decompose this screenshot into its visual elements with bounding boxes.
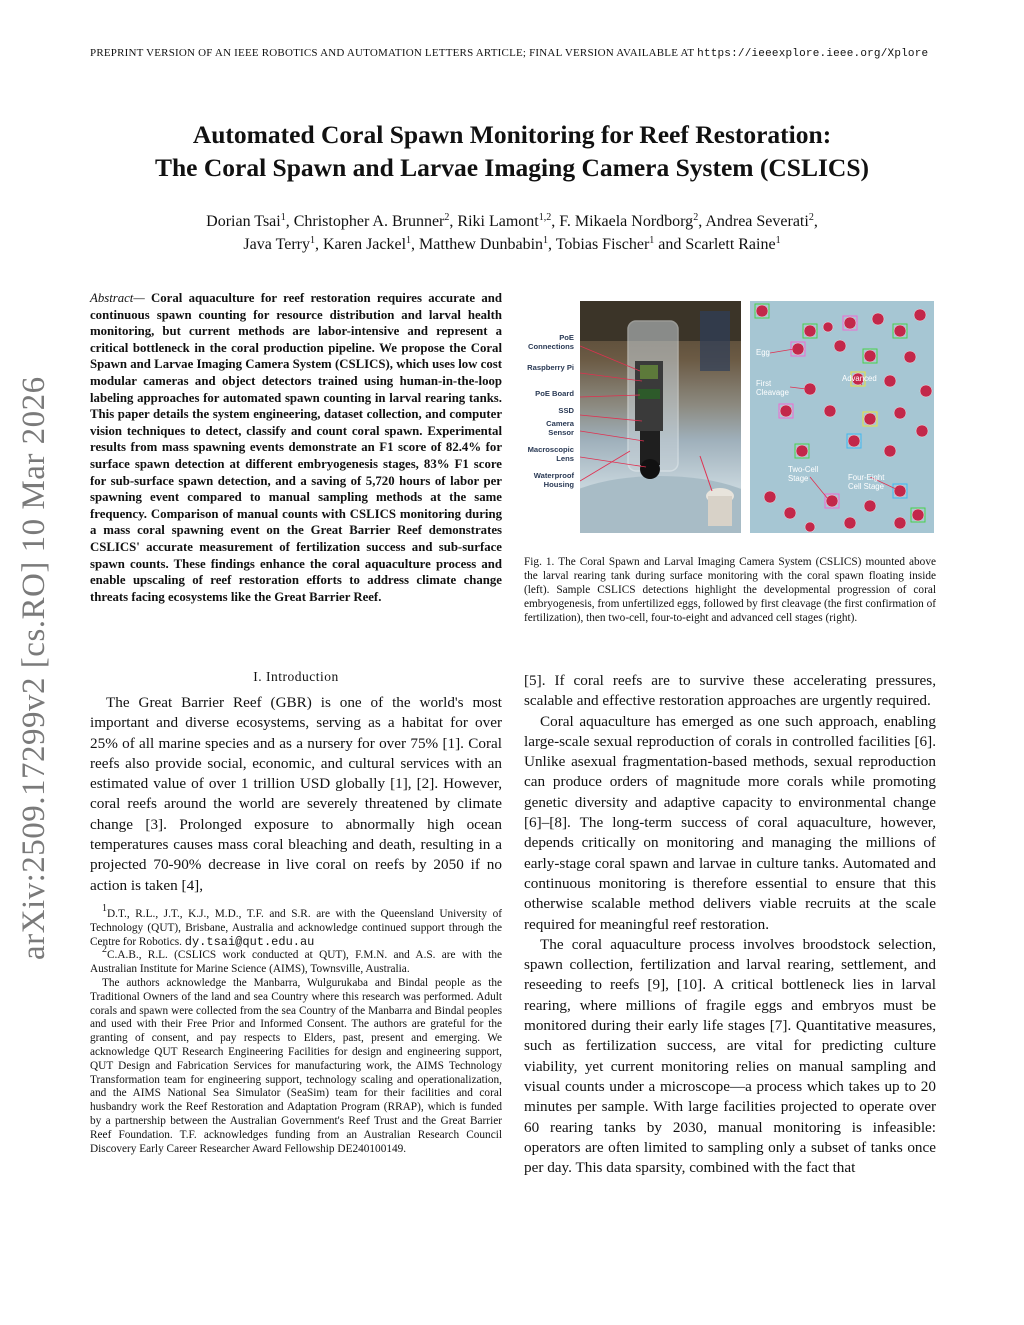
caption-text: The Coral Spawn and Larval Imaging Camera System (CSLICS) mounted above the larval rearing tank during surface monitoring with the coral spawn floating inside (left). Sample CSLICS detections highlight the developmental progression of coral embryogenesis, from unfertilized eggs, followed by first cleavage (the first confirmation of fertilization), then two-cell, four-to-eight and advanced cell stages (right).	[524, 556, 936, 624]
label-two-cell-stage: Two-Cell Stage	[788, 465, 819, 483]
paragraph: Coral aquaculture has emerged as one such approach, enabling large-scale sexual reproduction of corals in controlled facilities [6]. Unlike asexual fragmentation-based methods, sexual reproduction can produce orders of magnitude more corals while promoting genetic diversity and adaptive capacity to environmental change [6]–[8]. The long-term success of coral aquaculture, however, depends critically on monitoring and managing the millions of early-stage coral spawn and larvae in culture tanks. Automated and continuous monitoring is therefore essential to ensure that this otherwise scalable method delivers viable recruits at the scale required for meaningful reef restoration.	[524, 712, 936, 933]
affiliation-mark: 1	[280, 212, 286, 223]
title-line-1: Automated Coral Spawn Monitoring for Reef Restoration:	[192, 120, 832, 149]
paragraph: The coral aquaculture process involves broodstock selection, spawn collection, fertilization and larval rearing, settlement, and reseeding to reefs [9], [10]. A critical bottleneck lies in larval rearing, where millions of fragile eggs and embryos must be monitored during their early life stages [7]. Quantitative measures, such as fertilization success, are vital for predicting culture viability, yet current monitoring relies on manual sampling and visual counts under a microscope—a process which takes up to 20 minutes per sample. With large facilities projected to operate over 60 rearing tanks by 2030, manual monitoring is infeasible: operators are often limited to sampling only a subset of tanks once per day. This data sparsity, combined with the fact that	[524, 935, 936, 1177]
label-first-cleavage: First Cleavage	[756, 379, 789, 397]
preprint-url[interactable]: https://ieeexplore.ieee.org/Xplore	[697, 48, 929, 60]
title-line-2: The Coral Spawn and Larvae Imaging Camera System (CSLICS)	[154, 153, 870, 182]
paragraph: The Great Barrier Reef (GBR) is one of the world's most important and diverse ecosystems, serving as a habitat for over 25% of all marine species and as a nursery for over 75% [1]. Coral reefs also provide social, economic, and cultural services with an estimated value of over 1 trillion USD globally [1], [2]. However, coral reefs around the world are severely threatened by climate change [3]. Prolonged exposure to abnormally high ocean temperatures causes mass coral bleaching and death, resulting in a projected 70-90% decrease in live coral on reefs by 2050 if no action is taken [4],	[90, 694, 502, 894]
caption-label: Fig. 1.	[524, 556, 555, 568]
label-camera-sensor: Camera Sensor	[546, 419, 574, 437]
label-poe-board: PoE Board	[535, 389, 574, 398]
author: F. Mikaela Nordborg	[559, 213, 694, 230]
affiliation-mark: 1	[406, 235, 412, 246]
label-egg: Egg	[756, 348, 770, 357]
abstract-text: Coral aquaculture for reef restoration requires accurate and continuous spawn counting for resource distribution and larval health monitoring, but current methods are labor-intensive and represent a critical bottleneck in the coral production pipeline. We propose the Coral Spawn and Larvae Imaging Camera System (CSLICS), which uses low cost modular cameras and object detectors trained using human-in-the-loop labeling approaches for automated spawn counting in larval rearing tanks. This paper details the system engineering, dataset collection, and computer vision techniques to detect, classify and count coral spawn. Experimental results from mass spawning events demonstrate an F1 score of 82.4% for surface spawn detection at different embryogenesis stages, 83% F1 score for sub-surface spawn detection, and a saving of 5,720 hours of labor per spawning event compared to manual sampling methods at the same frequency. Comparison of manual counts with CSLICS monitoring during a mass coral spawning event on the Great Barrier Reef demonstrates CSLICS' accurate measurement of fertilization success and sub-surface spawn counts. These findings enhance the coral aquaculture process and enable upscaling of reef restoration efforts to address climate change threats facing ecosystems like the Great Barrier Reef.	[90, 291, 502, 604]
cslics-detections-image	[750, 301, 934, 533]
author: Karen Jackel	[322, 236, 407, 253]
affiliation-mark: 1,2	[538, 212, 552, 223]
footnotes	[90, 903, 502, 1156]
preprint-text: PREPRINT VERSION OF AN IEEE ROBOTICS AND AUTOMATION LETTERS ARTICLE; FINAL VERSION AVAILABLE AT	[90, 47, 695, 59]
footnote-2: $^2$C.A.B., R.L. (CSLICS work conducted at QUT), F.M.N. and A.S. are with the Australian Institute for Marine Science (AIMS), Townsville, Australia.	[90, 944, 502, 976]
affiliation-mark: 1	[309, 235, 315, 246]
author: Riki Lamont	[457, 213, 539, 230]
label-ssd: SSD	[558, 406, 574, 415]
author-and: and	[658, 236, 682, 253]
embryo-detections-illustration	[750, 301, 934, 533]
figure-1-caption	[524, 556, 936, 626]
author-line-1: Dorian Tsai$^1$, Christopher A. Brunner$^2$, Riki Lamont$^{1,2}$, F. Mikaela Nordborg$^2$, Andrea Severati$^2$,	[206, 212, 818, 230]
right-column-body	[524, 671, 936, 1178]
preprint-notice	[90, 46, 950, 62]
figure-left-labels	[524, 297, 580, 539]
author: Java Terry	[243, 236, 310, 253]
figure-1	[524, 297, 936, 539]
abstract: Abstract— Coral aquaculture for reef restoration requires accurate and continuous spawn counting for resource distribution and larval health monitoring, but current methods are labor-intensive and represent a critical bottleneck in the coral production pipeline. We propose the Coral Spawn and Larvae Imaging Camera System (CSLICS), which uses low cost modular cameras and object detectors trained using human-in-the-loop labeling approaches for automated spawn counting in larval rearing tanks. This paper details the system engineering, dataset collection, and computer vision techniques to detect, classify and count coral spawn. Experimental results from mass spawning events demonstrate an F1 score of 82.4% for surface spawn detection at different embryogenesis stages, 83% F1 score for sub-surface spawn detection, and a saving of 5,720 hours of labor per spawning event compared to manual sampling methods at the same frequency. Comparison of manual counts with CSLICS monitoring during a mass coral spawning event on the Great Barrier Reef demonstrates CSLICS' accurate measurement of fertilization success and sub-surface spawn counts. These findings enhance the coral aquaculture process and enable upscaling of reef restoration efforts to address climate change threats facing ecosystems like the Great Barrier Reef.	[90, 291, 502, 604]
arxiv-identifier: arXiv:2509.17299v2 [cs.RO] 10 Mar 2026	[16, 376, 52, 960]
label-macroscopic-lens: Macroscopic Lens	[527, 445, 574, 463]
email-link[interactable]: dy.tsai@qut.edu.au	[184, 934, 315, 949]
author: Scarlett Raine	[685, 236, 776, 253]
author: Matthew Dunbabin	[419, 236, 544, 253]
affiliation-mark: 1	[649, 235, 655, 246]
affiliation-mark: 2	[693, 212, 699, 223]
author: Dorian Tsai	[206, 213, 281, 230]
label-poe-connections: PoE Connections	[528, 333, 574, 351]
author-line-2: Java Terry$^1$, Karen Jackel$^1$, Matthew Dunbabin$^1$, Tobias Fischer$^1$ and Scarlett Raine$^1$	[243, 235, 781, 253]
section-heading-introduction: I. Introduction	[253, 669, 339, 684]
introduction-body	[90, 693, 502, 896]
footnote-1: $^1$D.T., R.L., J.T., K.J., M.D., T.F. and S.R. are with the Queensland University of Technology (QUT), Brisbane, Australia and acknowledge continued support through the Centre for Robotics. dy.tsai@qut.edu.au	[90, 903, 502, 949]
cslics-photo	[580, 301, 741, 533]
label-four-eight-cell-stage: Four-Eight Cell Stage	[848, 473, 885, 491]
affiliation-mark: 1	[775, 235, 781, 246]
footnote-acknowledgement: The authors acknowledge the Manbarra, Wulgurukaba and Bindal people as the Traditional Owners of the land and sea Country where this research was performed. Adult corals and spawn were collected from the sea Country of the Manbarra and Bindal peoples and used with their Free Prior and Informed Consent. The authors are grateful for the granting of consent, and pay respects to Elders, past, present and emerging. We acknowledge QUT Research Engineering Facilities for design and engineering support, QUT Design and Fabrication Services for manufacturing work, the AIMS Technology Transformation team for engineering support, technology scaling and operationalization, and the AIMS National Sea Simulator (SeaSim) team for their facilities and coral husbandry work the Reef Restoration and Adaptation Program (RRAP), which is funded by a partnership between the Australian Government's Reef Trust and the Great Barrier Reef Foundation. T.F. acknowledges funding from an Australian Research Council Discovery Early Career Researcher Award Fellowship DE240100149.	[90, 976, 502, 1155]
label-advanced: Advanced	[842, 374, 877, 383]
affiliation-mark: 2	[808, 212, 814, 223]
paragraph: [5]. If coral reefs are to survive these accelerating pressures, scalable and effective restoration approaches are urgently required.	[524, 672, 936, 710]
author: Christopher A. Brunner	[293, 213, 445, 230]
author: Andrea Severati	[705, 213, 809, 230]
paper-title	[90, 118, 934, 184]
author: Tobias Fischer	[555, 236, 650, 253]
cslics-photo-illustration	[580, 301, 741, 533]
affiliation-mark: 2	[444, 212, 450, 223]
affiliation-mark: 1	[543, 235, 549, 246]
abstract-label: Abstract	[90, 291, 134, 305]
label-waterproof-housing: Waterproof Housing	[533, 471, 574, 489]
label-raspberry-pi: Raspberry Pi	[527, 363, 574, 372]
author-list	[90, 210, 934, 256]
